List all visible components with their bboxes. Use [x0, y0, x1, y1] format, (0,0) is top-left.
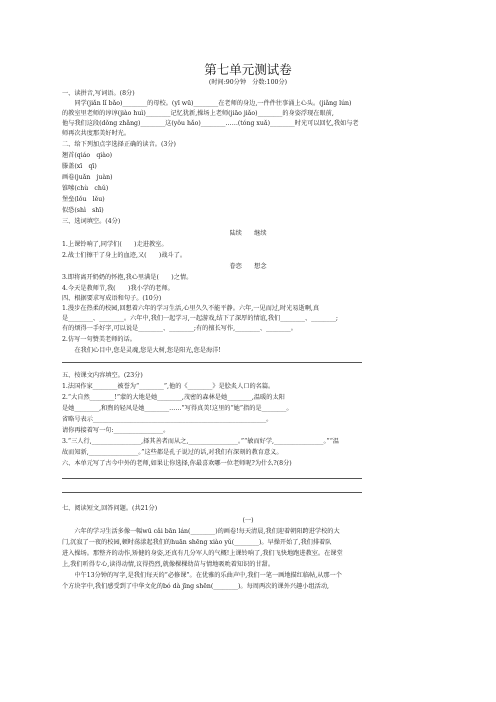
section3-question: 2.战士们擦干了身上的血迹,又( )战斗了。: [62, 252, 187, 259]
section5-line: 是她________,和煦的轻风是她________……”写得真美!这里的“她”指的是________。: [62, 405, 293, 412]
section1-line: 师再次共度那美好时光。: [62, 130, 131, 137]
answer-line[interactable]: [62, 492, 362, 493]
section1-heading: 一、读拼音,写词语。(8分): [62, 90, 135, 97]
section5-line: 故而知新,________________。”这些都是孔子说过的话,对我们有深刻的教育意义。: [62, 449, 283, 456]
section7-heading: 七、阅读短文,回答问题。(共21分): [62, 505, 158, 512]
section5-heading: 五、按课文内容填空。(23分): [62, 372, 143, 379]
section3-question: 1.上课铃响了,同学们( )走进教室。: [62, 241, 168, 248]
section4-line: 在我们心目中,您是灵魂,您是大树,您是阳光,您是海洋!: [62, 347, 221, 354]
passage-line: 门,沉寂了一夜的校园,顿时荡漾起我们的huān shēng xiào yǔ(________)。早操开始了,我们排着队: [62, 539, 332, 546]
section5-line: 省略号表示________________________________________________________。: [62, 416, 273, 423]
section4-line: 1.漫步在热柔的校园,回想着六年的学习生活,心里久久不能平静。六年,一见而过,时光易逝啊,真: [62, 305, 320, 312]
section6-heading: 六、本单元写了古今中外的老师,如果让你选择,你最喜欢哪一位老师呢?为什么?(8分): [62, 460, 292, 467]
section4-heading: 四、根据要求写成语和句子。(10分): [62, 295, 162, 302]
word-choice-1: 陆续 继续: [229, 230, 267, 237]
section2-item: 翘首(qiáo qiào): [62, 152, 113, 159]
section3-question: 4.今天是教师节,我( )我小学的老师。: [62, 285, 174, 292]
section2-item: 似恐(shì shī): [62, 207, 104, 214]
page-title: 第七单元测试卷: [204, 62, 292, 77]
section5-line: 请你再接着写一句:________________。: [62, 427, 170, 434]
section3-question: 3.即将离开奶奶的怀抱,我心里满是( )之情。: [62, 274, 193, 281]
section4-line: 2.仿写一句赞美老师的话。: [62, 336, 136, 343]
section2-heading: 二、给下列加点字选择正确的读音。(3分): [62, 141, 176, 148]
answer-line[interactable]: [62, 362, 362, 363]
section2-item: 锥嗦(chù chǔ): [62, 185, 109, 192]
section5-line: 2.“大自然________!”蒙的大地是她________,茂密的森林是她________,温暖的太阳: [62, 394, 285, 401]
section2-item: 堡垒(lǒu lěu): [62, 196, 105, 203]
section5-line: 3.“三人行,________________,择其善者而从之,________________。”“敏而好学,________________。”“温: [62, 438, 340, 445]
section4-line: 有的烦得一手好字,可以说是________、________;有的擅长写作,________、________。: [62, 325, 297, 332]
passage-line: 六年的学习生活多像一幅wū cǎi bān lán(________)的画卷!每天清晨,我们迎着朝阳跨进学校的大: [62, 528, 340, 535]
section1-line: 的教室里老师的谆谆(jiào huì)________记忆犹新,操场上老师(jiāo jiǎo)________的身姿浮现在眼前,: [62, 110, 334, 117]
section2-item: 画卷(juǎn juàn): [62, 174, 113, 181]
answer-line[interactable]: [62, 478, 362, 479]
section3-heading: 三、选词填空。(4分): [62, 218, 121, 225]
section5-line: 1.法国作家________被誉为“________”,他的《________》是脍炙人口的名篇。: [62, 383, 275, 390]
passage-line: 个方块字中,我们感受到了中华文化的bó dà jīng shēn(________)。每周两次的课外兴趣小组活动,: [62, 583, 330, 590]
page-subtitle: (时间:90分钟 分数:100分): [208, 79, 288, 86]
section1-line: 同学(jiǎn lǐ bǎo)________的母校。(yī wū)________在老师的身边,一件件往事涌上心头。(jiǎng lún): [62, 100, 352, 107]
passage-part-label: (一): [242, 517, 254, 524]
section2-item: 滕盖(xī qī): [62, 163, 97, 170]
passage-line: 进入操场。那整齐的动作,矫健的身姿,还真有几分军人的气概!上课铃响了,我们飞快地跑进教室。在课堂: [62, 550, 343, 557]
word-choice-2: 眷恋 想念: [229, 263, 267, 270]
passage-line: 上,我们听得专心,读得动情,议得热烈,就像棵棵幼苗与情地吸吮着知识的甘甜。: [62, 561, 275, 568]
section4-line: 是________、________。六年中,我们一起学习,一起游戏,结下了深厚的情谊,我们________、________;: [62, 315, 339, 322]
passage-line: 中午13分钟的写字,是我们每天的“必修课”。在优雅的乐曲声中,我们一笔一画地描红临帖,从那一个: [62, 572, 342, 579]
section1-line: 他与我们这段(dǒng zhǎng)________这(yǒu hǎo)________……(tóng xuǎ)________时光可以回忆,我如与老: [62, 120, 359, 127]
